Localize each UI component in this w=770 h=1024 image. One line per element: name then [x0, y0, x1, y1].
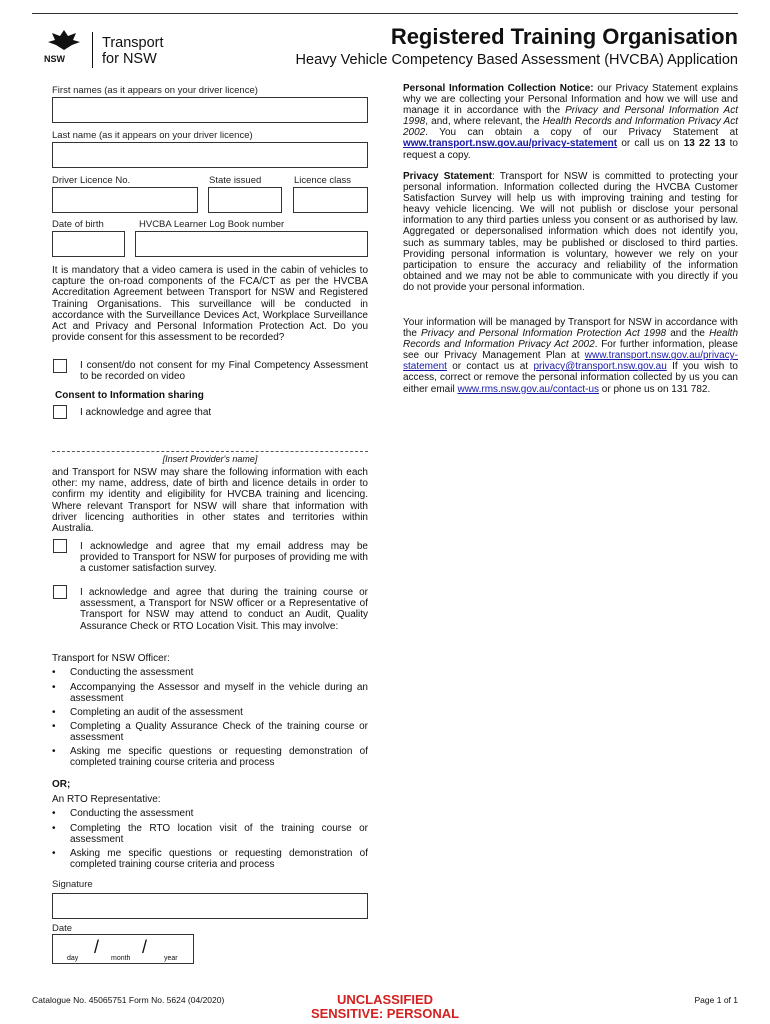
dob-field[interactable] [52, 231, 125, 257]
ack-agree-checkbox[interactable] [53, 405, 67, 419]
licence-class-label: Licence class [294, 175, 352, 186]
tfnsw-logo [40, 28, 180, 72]
officer-heading: Transport for NSW Officer: [52, 653, 170, 664]
list-item: • Asking me specific questions or requesting demonstration of completed training course criteria and process [52, 746, 368, 768]
page-subtitle: Heavy Vehicle Competency Based Assessment (HVCBA) Application [295, 52, 738, 68]
privacy-plan-link[interactable]: www.transport.nsw.gov.au/privacy-statement [403, 350, 738, 373]
rto-heading: An RTO Representative: [52, 794, 161, 805]
last-name-field[interactable] [52, 142, 368, 168]
date-label: Date [52, 923, 73, 934]
ack-audit-checkbox[interactable] [53, 585, 67, 599]
top-rule [32, 13, 738, 14]
logbook-label: HVCBA Learner Log Book number [139, 219, 285, 230]
privacy-email-link[interactable]: privacy@transport.nsw.gov.au [533, 361, 667, 373]
ack-email-checkbox[interactable] [53, 539, 67, 553]
list-item: • Completing a Quality Assurance Check of the training course or assessment [52, 721, 368, 743]
managed-notice: Your information will be managed by Transport for NSW in accordance with the Privacy and Personal Information Protection Act 1998 and the Health Records and Information Privacy Act 2002. For further information, please see our Privacy Management Plan at www.transport.nsw.gov.au/privacy-statement or contact us at privacy@transport.nsw.gov.au If you wish to access, correct or remove the personal information collected by us you can either email www.rms.nsw.gov.au/contact-us or phone us on 131 782. [403, 317, 738, 395]
signature-field[interactable] [52, 893, 368, 919]
privacy-statement-link[interactable]: www.transport.nsw.gov.au/privacy-statement [403, 138, 618, 150]
bullet: • [52, 667, 56, 678]
list-item: • Asking me specific questions or requesting demonstration of completed training course criteria and process [52, 848, 368, 870]
logo-divider [92, 32, 93, 68]
list-item: • Conducting the assessment [52, 667, 194, 678]
date-day-hint: day [67, 955, 79, 962]
signature-label: Signature [52, 879, 93, 890]
bullet: • [52, 808, 56, 819]
bullet: • [52, 746, 56, 757]
list-item: • Completing the RTO location visit of the training course or assessment [52, 823, 368, 845]
licence-no-field[interactable] [52, 187, 198, 213]
contact-us-link[interactable]: www.rms.nsw.gov.au/contact-us [457, 383, 600, 395]
bullet: • [52, 848, 56, 859]
date-separator: / [142, 937, 148, 957]
licence-class-field[interactable] [293, 187, 368, 213]
ack-email-text: I acknowledge and agree that my email address may be provided to Transport for NSW for purposes of providing me with a customer satisfaction survey. [80, 541, 368, 575]
logo-nsw-word: NSW [44, 54, 65, 64]
date-separator: / [94, 937, 100, 957]
licence-no-label: Driver Licence No. [52, 175, 131, 186]
camera-notice: It is mandatory that a video camera is used in the cabin of vehicles to capture the on-road components of the FCA/CT as per the HVCBA Accreditation Agreement between Transport for NSW and Registered Training Organisations. This surveillance will be conducted in accordance with the Surveillance Devices Act, Workplace Surveillance Act and Privacy and Personal Information Protection Act. Do you provide consent for this assessment to be recorded? [52, 265, 368, 344]
list-item: • Completing an audit of the assessment [52, 707, 243, 718]
first-names-label: First names (as it appears on your driver licence) [52, 85, 258, 96]
date-year-hint: year [164, 955, 178, 962]
ack-audit-text: I acknowledge and agree that during the training course or assessment, a Transport for NSW officer or a Representative of Transport for NSW may attend to conduct an Audit, Quality Assurance Check or RTO Location Visit. This may involve: [80, 587, 368, 632]
logbook-field[interactable] [135, 231, 368, 257]
insert-provider-hint: [Insert Provider's name] [162, 454, 258, 464]
logo-line1: Transport [102, 35, 164, 51]
video-consent-text: I consent/do not consent for my Final Competency Assessment to be recorded on video [80, 360, 368, 383]
or-label: OR; [52, 779, 71, 790]
list-item: • Accompanying the Assessor and myself in the vehicle during an assessment [52, 682, 368, 704]
waratah-icon [46, 28, 82, 52]
provider-name-line[interactable] [52, 451, 368, 452]
page-title: Registered Training Organisation [390, 24, 738, 49]
video-consent-checkbox[interactable] [53, 359, 67, 373]
page-number: Page 1 of 1 [694, 995, 738, 1005]
collection-notice: Personal Information Collection Notice: our Privacy Statement explains why we are collecting your Personal Information and how we will use and manage it in accordance with the Privacy and Personal Information Act 1998, and, where relevant, the Health Records and Information Privacy Act 2002. You can obtain a copy of our Privacy Statement at www.transport.nsw.gov.au/privacy-statement or call us on 13 22 13 to request a copy. [403, 83, 739, 161]
sharing-text: and Transport for NSW may share the following information with each other: my name, address, date of birth and licence details in order to confirm my identity and eligibility for HVCBA training and licencing. Where relevant Transport for NSW will share that information with driver licencing authorities in other states and territories within Australia. [52, 467, 368, 535]
state-issued-field[interactable] [208, 187, 282, 213]
list-item: • Conducting the assessment [52, 808, 194, 819]
catalogue-number: Catalogue No. 45065751 Form No. 5624 (04/2020) [32, 995, 225, 1005]
bullet: • [52, 721, 56, 732]
date-field[interactable] [52, 934, 194, 964]
first-names-field[interactable] [52, 97, 368, 123]
date-month-hint: month [111, 955, 131, 962]
classification-label: UNCLASSIFIED SENSITIVE: PERSONAL [310, 992, 460, 1021]
last-name-label: Last name (as it appears on your driver licence) [52, 130, 253, 141]
bullet: • [52, 707, 56, 718]
logo-line2: for NSW [102, 51, 157, 67]
dob-label: Date of birth [52, 219, 104, 230]
sharing-heading: Consent to Information sharing [55, 390, 204, 401]
ack-agree-text: I acknowledge and agree that [80, 407, 212, 418]
privacy-statement: Privacy Statement: Transport for NSW is committed to protecting your personal information. Information collected during the HVCBA Customer Satisfaction Survey will help us with improving training and testing for heavy vehicle licencing. We will not publish or disclose your personal information to any third parties unless you consent or as authorised by law. Aggregated or depersonalised information which does not identify you, such as summary tables, may be published or disclosed to third parties. Providing personal information is voluntary, however we rely on your participation to ensure the accuracy and reliability of the information obtained and we may not be able to communicate with you directly if you do not provide your personal information. [403, 171, 738, 293]
bullet: • [52, 823, 56, 834]
bullet: • [52, 682, 56, 693]
state-issued-label: State issued [209, 175, 262, 186]
